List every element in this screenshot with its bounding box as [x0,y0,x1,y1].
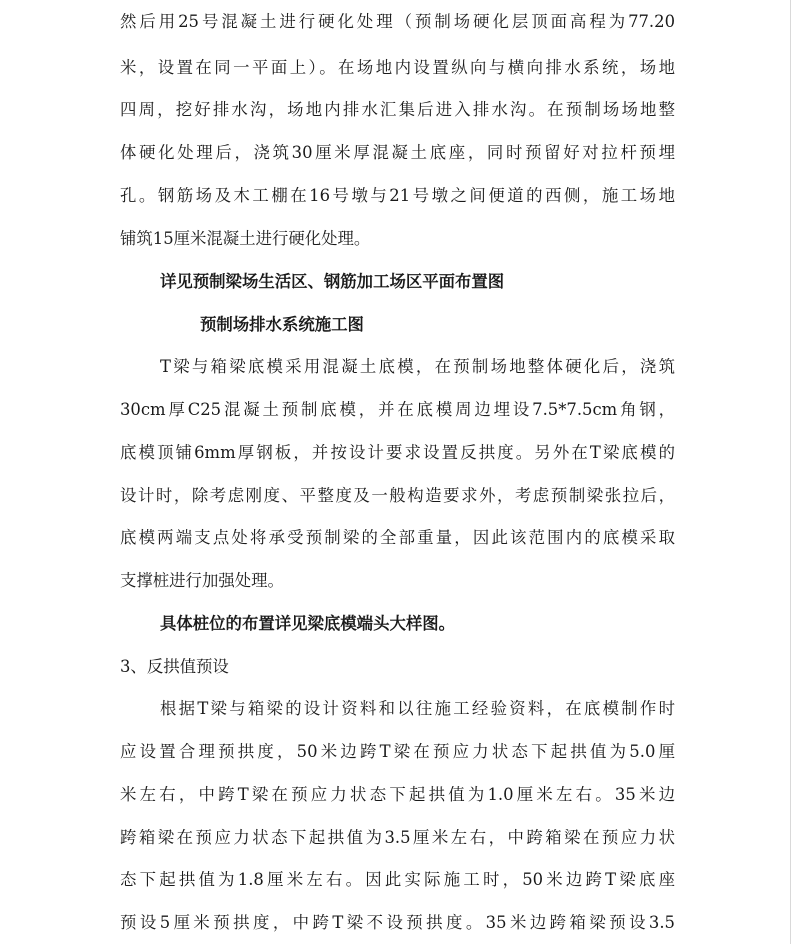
paragraph-line: 30cm厚C25混凝土预制底模，并在底模周边埋设7.5*7.5cm角钢， [120,400,675,419]
paragraph-line: 跨箱梁在预应力状态下起拱值为3.5厘米左右，中跨箱梁在预应力状 [120,828,675,847]
figure-reference-heading: 详见预制梁场生活区、钢筋加工场区平面布置图 [160,272,505,291]
paragraph-line: 体硬化处理后，浇筑30厘米厚混凝土底座，同时预留好对拉杆预埋 [120,143,675,162]
paragraph-line: 然后用25号混凝土进行硬化处理（预制场硬化层顶面高程为77.20 [120,12,675,31]
paragraph-line: 底模两端支点处将承受预制梁的全部重量，因此该范围内的底模采取 [120,528,675,547]
paragraph-line: 孔。钢筋场及木工棚在16号墩与21号墩之间便道的西侧，施工场地 [120,186,675,205]
figure-reference-heading: 具体桩位的布置详见梁底模端头大样图。 [160,614,456,633]
paragraph-line: 米，设置在同一平面上）。在场地内设置纵向与横向排水系统，场地 [120,58,675,77]
paragraph-line: 底模顶铺6mm厚钢板，并按设计要求设置反拱度。另外在T梁底模的 [120,443,675,462]
paragraph-line: 应设置合理预拱度，50米边跨T梁在预应力状态下起拱值为5.0厘 [120,742,675,761]
paragraph-line: 支撑桩进行加强处理。 [120,571,284,590]
paragraph-line: 铺筑15厘米混凝土进行硬化处理。 [120,229,371,248]
paragraph-line: T梁与箱梁底模采用混凝土底模，在预制场地整体硬化后，浇筑 [160,357,675,376]
paragraph-line: 预设5厘米预拱度，中跨T梁不设预拱度。35米边跨箱梁预设3.5 [120,913,675,932]
paragraph-line: 四周，挖好排水沟，场地内排水汇集后进入排水沟。在预制场场地整 [120,100,675,119]
figure-reference-heading: 预制场排水系统施工图 [200,315,364,334]
paragraph-line: 根据T梁与箱梁的设计资料和以往施工经验资料，在底模制作时 [160,699,675,718]
paragraph-line: 米左右，中跨T梁在预应力状态下起拱值为1.0厘米左右。35米边 [120,785,675,804]
paragraph-line: 态下起拱值为1.8厘米左右。因此实际施工时，50米边跨T梁底座 [120,870,675,889]
paragraph-line: 设计时，除考虑刚度、平整度及一般构造要求外，考虑预制梁张拉后， [120,486,675,505]
page-edge-divider [790,0,791,944]
section-heading: 3、反拱值预设 [120,657,229,676]
